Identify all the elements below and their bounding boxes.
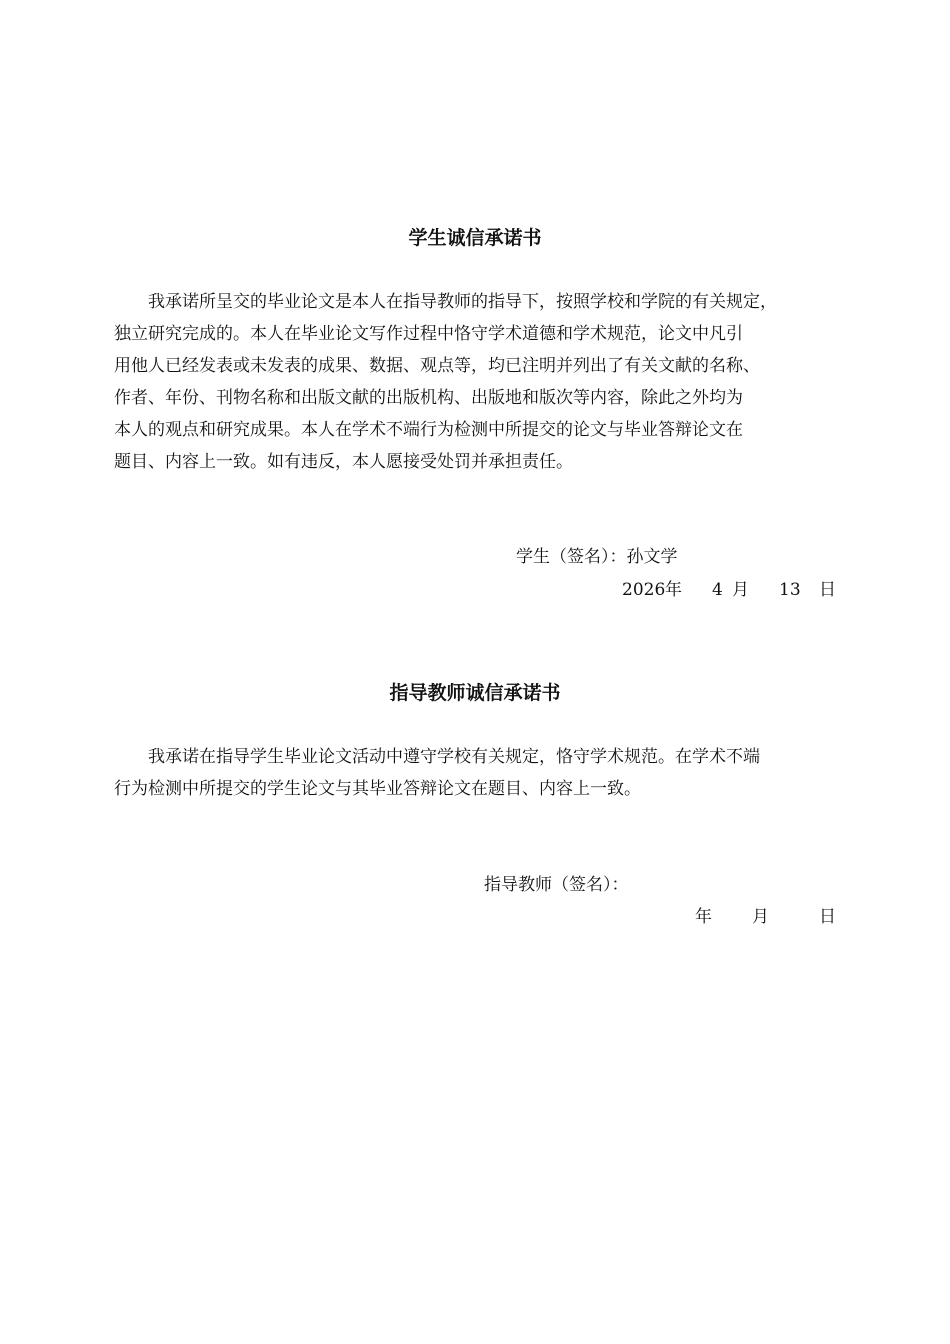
teacher-pledge-line-1: 我承诺在指导学生毕业论文活动中遵守学校有关规定，恪守学术规范。在学术不端 — [148, 747, 760, 767]
student-signature-name: 孙文学 — [626, 547, 678, 567]
student-date-day-unit: 日 — [819, 580, 836, 600]
teacher-pledge-title: 指导教师诚信承诺书 — [389, 682, 561, 704]
student-pledge-title: 学生诚信承诺书 — [408, 227, 542, 249]
student-date-month-unit: 月 — [732, 580, 749, 600]
student-pledge-line-2: 独立研究完成的。本人在毕业论文写作过程中恪守学术道德和学术规范，论文中凡引 — [114, 324, 743, 344]
teacher-pledge-line-2: 行为检测中所提交的学生论文与其毕业答辩论文在题目、内容上一致。 — [114, 779, 641, 799]
student-pledge-line-4: 作者、年份、刊物名称和出版文献的出版机构、出版地和版次等内容，除此之外均为 — [114, 388, 743, 408]
student-date-year-unit: 年 — [665, 580, 682, 600]
student-signature-label: 学生（签名）： — [516, 547, 627, 567]
student-signature — [516, 545, 678, 569]
teacher-signature-label: 指导教师（签名）： — [484, 875, 629, 895]
student-pledge-line-3: 用他人已经发表或未发表的成果、数据、观点等，均已注明并列出了有关文献的名称、 — [114, 356, 760, 376]
teacher-date-day-unit: 日 — [819, 907, 836, 927]
student-pledge-line-1: 我承诺所呈交的毕业论文是本人在指导教师的指导下，按照学校和学院的有关规定， — [148, 292, 777, 312]
teacher-date-year-unit: 年 — [695, 907, 712, 927]
teacher-date-month-unit: 月 — [752, 907, 769, 927]
student-pledge-line-6: 题目、内容上一致。如有违反，本人愿接受处罚并承担责任。 — [114, 452, 573, 472]
student-date-month: 4 — [712, 580, 723, 600]
student-pledge-line-5: 本人的观点和研究成果。本人在学术不端行为检测中所提交的论文与毕业答辩论文在 — [114, 420, 743, 440]
student-date-year: 2026 — [622, 580, 666, 600]
student-date-day: 13 — [779, 580, 801, 600]
